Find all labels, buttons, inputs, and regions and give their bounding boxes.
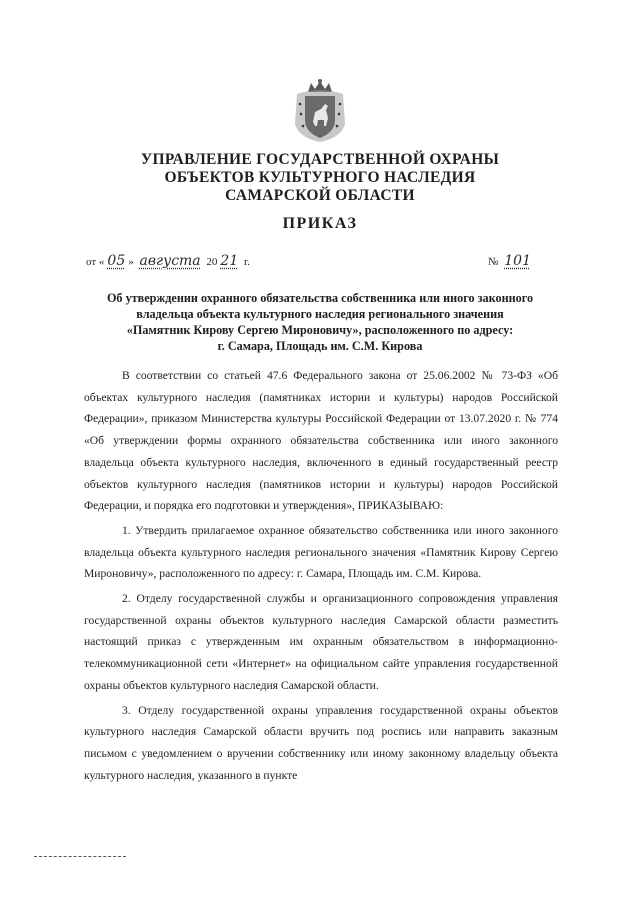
item-3-paragraph: 3. Отделу государственной охраны управления государственной охраны объектов культурного наследия Самарской области вручить под роспись или направить заказным письмом с уведомлением о вручении собственнику или иному законному владельцу объекта культурного наследия, указанного в пункте (84, 703, 558, 782)
organization-name-line1: УПРАВЛЕНИЕ ГОСУДАРСТВЕННОЙ ОХРАНЫ (140, 151, 500, 168)
footnote-separator (34, 856, 126, 857)
order-number (488, 253, 534, 269)
date-mid: » (128, 256, 134, 268)
date-prefix: от « (86, 256, 105, 268)
organization-name-line2: ОБЪЕКТОВ КУЛЬТУРНОГО НАСЛЕДИЯ (164, 169, 476, 186)
item-1-paragraph: 1. Утвердить прилагаемое охранное обязательство собственника или иного законного владельца объекта культурного наследия регионального значения «Памятник Кирову Сергею Мироновичу», расположенного по адресу: г. Самара, Площадь им. С.М. Кирова. (84, 523, 558, 581)
date-day: 05 (107, 253, 126, 269)
document-title: ПРИКАЗ (282, 215, 358, 232)
number-value: 101 (504, 253, 531, 269)
subject-line2: владельца объекта культурного наследия регионального значения (136, 307, 504, 321)
order-date (86, 253, 250, 269)
date-year-prefix: 20 (206, 256, 218, 268)
subject-line1: Об утверждении охранного обязательства собственника или иного законного (106, 291, 534, 305)
preamble-paragraph: В соответствии со статьей 47.6 Федерального закона от 25.06.2002 № 73-ФЗ «Об объектах культурного наследия (памятниках истории и культуры) народов Российской Федерации», приказом Министерства культуры Российской Федерации от 13.07.2020 г. № 774 «Об утверждении формы охранного обязательства собственника или иного законного владельца объекта культурного наследия, включенного в единый государственный реестр объектов культурного наследия (памятников истории и культуры) народов Российской Федерации, и порядка его подготовки и утверждения», ПРИКАЗЫВАЮ: (84, 369, 558, 513)
item-2-paragraph: 2. Отделу государственной службы и организационного сопровождения управления государственной охраны объектов культурного наследия Самарской области разместить настоящий приказ с утвержденным им охранным обязательством в информационно-телекоммуникационной сети «Интернет» на официальном сайте управления государственной охраны объектов культурного наследия Самарской области. (84, 592, 558, 692)
organization-name-line3: САМАРСКОЙ ОБЛАСТИ (225, 187, 415, 204)
subject-line3: «Памятник Кирову Сергею Мироновичу», расположенного по адресу: (126, 323, 514, 337)
date-suffix: г. (243, 256, 251, 268)
date-year: 21 (220, 253, 239, 269)
date-month: августа (139, 253, 201, 269)
samara-region-coat-of-arms-icon (291, 78, 349, 144)
order-subject (0, 290, 640, 354)
number-prefix: № (488, 256, 499, 268)
subject-line4: г. Самара, Площадь им. С.М. Кирова (217, 339, 423, 353)
order-body (84, 365, 558, 786)
